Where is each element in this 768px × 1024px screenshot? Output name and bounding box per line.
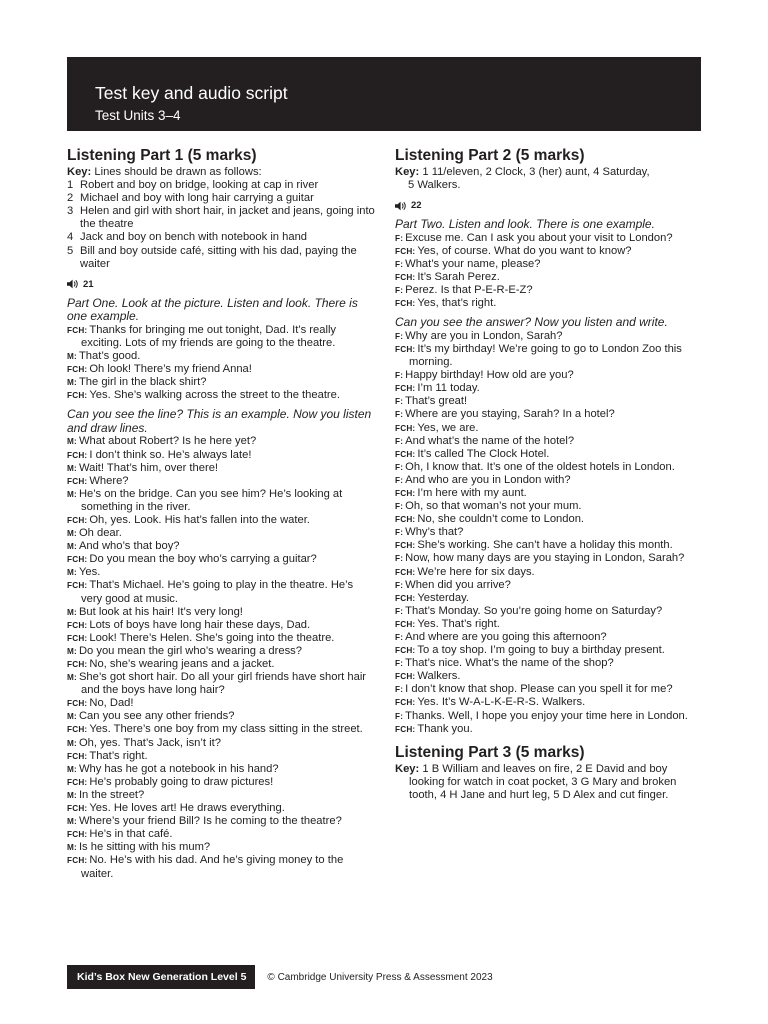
dialogue-line <box>67 376 377 389</box>
speaker-label: F: <box>395 436 404 446</box>
answer-number: 3 <box>67 205 74 218</box>
dialogue-line <box>67 802 377 815</box>
dialogue-line <box>67 619 377 632</box>
dialogue-line <box>395 513 701 526</box>
dialogue-text: She’s working. She can’t have a holiday this month. <box>417 539 673 552</box>
dialogue-text: Look! There’s Helen. She’s going into the theatre. <box>89 631 335 644</box>
dialogue-text: I’m here with my aunt. <box>417 486 527 499</box>
speaker-label: M: <box>67 712 77 722</box>
speaker-label: M: <box>67 378 77 388</box>
answer-item <box>67 245 377 271</box>
speaker-label: F: <box>395 711 404 721</box>
speaker-label: F: <box>395 233 404 243</box>
part2-heading: Listening Part 2 (5 marks) <box>395 147 585 164</box>
track-number: 22 <box>411 200 422 212</box>
dialogue-text: Where are you staying, Sarah? In a hotel? <box>405 408 615 421</box>
speaker-label: F: <box>395 659 404 669</box>
dialogue-text: I’m 11 today. <box>417 382 480 395</box>
part2-instruction-1: Part Two. Listen and look. There is one example. <box>395 217 655 232</box>
dialogue-text: I don’t think so. He’s always late! <box>89 448 252 461</box>
speaker-label: FCH: <box>395 567 416 577</box>
speaker-label: FCH: <box>67 699 88 709</box>
dialogue-line <box>67 540 377 553</box>
answer-text: Michael and boy with long hair carrying a guitar <box>80 192 314 205</box>
part1-heading: Listening Part 1 (5 marks) <box>67 147 257 164</box>
dialogue-text: Walkers. <box>417 670 461 683</box>
dialogue-line <box>395 297 701 310</box>
dialogue-text: Yes. That’s right. <box>417 617 500 630</box>
dialogue-text: That’s great! <box>405 395 468 408</box>
dialogue-text: Oh, so that woman’s not your mum. <box>405 500 582 513</box>
dialogue-text: The girl in the black shirt? <box>78 376 207 389</box>
dialogue-line <box>67 389 377 402</box>
dialogue-text: Yes. She’s walking across the street to the theatre. <box>89 389 340 402</box>
dialogue-line <box>395 631 701 644</box>
speaker-label: M: <box>67 352 77 362</box>
dialogue-line <box>67 723 377 736</box>
dialogue-line <box>67 527 377 540</box>
dialogue-text: He’s on the bridge. Can you see him? He’s looking at something in the river. <box>78 487 343 513</box>
dialogue-line <box>67 854 377 880</box>
dialogue-text: Oh, yes. That’s Jack, isn’t it? <box>78 736 221 749</box>
dialogue-text: Where? <box>89 474 129 487</box>
dialogue-text: When did you arrive? <box>405 578 511 591</box>
speaker-label: F: <box>395 410 404 420</box>
speaker-label: FCH: <box>395 619 416 629</box>
speaker-label: FCH: <box>67 391 88 401</box>
track-number: 21 <box>83 278 94 290</box>
dialogue-text: Yesterday. <box>417 591 469 604</box>
dialogue-text: Why has he got a notebook in his hand? <box>78 762 279 775</box>
speaker-label: FCH: <box>67 620 88 630</box>
speaker-label: FCH: <box>395 515 416 525</box>
dialogue-text: No, she’s wearing jeans and a jacket. <box>89 658 275 670</box>
speaker-label: FCH: <box>67 365 88 375</box>
speaker-label: FCH: <box>67 751 88 761</box>
dialogue-text: And where are you going this afternoon? <box>405 631 607 643</box>
dialogue-text: Thanks. Well, I hope you enjoy your time here in London. <box>405 709 688 722</box>
dialogue-line <box>395 408 701 421</box>
speaker-label: F: <box>395 475 404 485</box>
dialogue-line <box>67 435 377 448</box>
speaker-label: FCH: <box>67 633 88 643</box>
part1-dialogue-example <box>67 324 377 403</box>
dialogue-line <box>395 343 701 369</box>
dialogue-line <box>67 737 377 750</box>
dialogue-text: She’s got short hair. Do all your girl friends have short hair and the boys have long hair? <box>78 671 367 697</box>
dialogue-line <box>67 776 377 789</box>
dialogue-line <box>67 514 377 527</box>
speaker-label: F: <box>395 462 404 472</box>
dialogue-line <box>67 710 377 723</box>
dialogue-line <box>395 723 701 736</box>
speaker-label: FCH: <box>395 423 416 433</box>
part1-dialogue <box>67 435 377 880</box>
dialogue-text: Yes, of course. What do you want to know? <box>417 244 632 257</box>
speaker-label: M: <box>67 843 77 853</box>
dialogue-text: Do you mean the boy who’s carrying a guitar? <box>89 553 317 566</box>
dialogue-line <box>67 828 377 841</box>
part1-key-label: Key: <box>67 166 92 178</box>
speaker-label: FCH: <box>395 646 416 656</box>
dialogue-line <box>67 632 377 645</box>
speaker-label: FCH: <box>395 698 416 708</box>
dialogue-text: But look at his hair! It’s very long! <box>78 605 243 618</box>
dialogue-line <box>67 553 377 566</box>
dialogue-line <box>67 350 377 363</box>
speaker-label: FCH: <box>395 541 416 551</box>
dialogue-line <box>395 618 701 631</box>
dialogue-line <box>395 644 701 657</box>
speaker-label: M: <box>67 489 77 499</box>
dialogue-line <box>395 500 701 513</box>
dialogue-line <box>395 330 701 343</box>
dialogue-text: And what’s the name of the hotel? <box>405 434 575 447</box>
dialogue-line <box>395 448 701 461</box>
dialogue-line <box>395 539 701 552</box>
dialogue-line <box>395 382 701 395</box>
part3-heading: Listening Part 3 (5 marks) <box>395 743 585 761</box>
answer-number: 2 <box>67 192 74 205</box>
dialogue-text: Oh dear. <box>78 527 122 540</box>
audio-track-21 <box>67 278 377 291</box>
dialogue-text: Happy birthday! How old are you? <box>405 369 574 382</box>
speaker-label: M: <box>67 607 77 617</box>
dialogue-line <box>395 395 701 408</box>
speaker-label: F: <box>395 633 404 642</box>
speaker-label: FCH: <box>395 488 416 498</box>
part2-key-line2: 5 Walkers. <box>408 179 461 192</box>
dialogue-text: Wait! That’s him, over there! <box>78 461 219 474</box>
dialogue-text: Why are you in London, Sarah? <box>405 329 563 342</box>
dialogue-text: Oh look! There’s my friend Anna! <box>89 363 252 376</box>
part1-answer-list <box>67 179 377 271</box>
dialogue-line <box>67 645 377 658</box>
dialogue-line <box>67 449 377 462</box>
speaker-label: M: <box>67 817 77 827</box>
part3-key-label: Key: <box>395 762 420 775</box>
dialogue-line <box>67 750 377 763</box>
speaker-label: F: <box>395 580 404 590</box>
dialogue-text: We’re here for six days. <box>417 565 535 578</box>
part2-key <box>395 166 701 192</box>
speaker-label: FCH: <box>67 450 88 460</box>
speaker-label: M: <box>67 529 77 539</box>
dialogue-line <box>395 657 701 670</box>
dialogue-line <box>395 258 701 271</box>
speaker-label: FCH: <box>395 449 416 459</box>
part2-dialogue <box>395 330 701 736</box>
speaker-label: M: <box>67 542 77 552</box>
speaker-label: FCH: <box>67 476 88 486</box>
speaker-label: FCH: <box>67 555 88 565</box>
dialogue-text: Lots of boys have long hair these days, Dad. <box>89 618 311 631</box>
dialogue-line <box>395 683 701 696</box>
dialogue-line <box>395 271 701 284</box>
answer-number: 4 <box>67 231 74 244</box>
header-banner <box>67 57 701 131</box>
dialogue-line <box>395 422 701 435</box>
dialogue-text: That’s good. <box>78 350 141 363</box>
part1-key <box>67 166 377 179</box>
dialogue-text: Why’s that? <box>405 526 464 539</box>
dialogue-text: Do you mean the girl who’s wearing a dress? <box>78 644 302 657</box>
answer-item <box>67 179 377 192</box>
part1-instruction-1: Part One. Look at the picture. Listen and look. There is one example. <box>67 295 358 324</box>
answer-item <box>67 205 377 231</box>
dialogue-line <box>395 435 701 448</box>
dialogue-line <box>67 363 377 376</box>
dialogue-text: That’s Monday. So you’re going home on Saturday? <box>405 604 663 617</box>
dialogue-text: Thank you. <box>417 722 473 735</box>
dialogue-line <box>395 487 701 500</box>
dialogue-line <box>67 658 377 671</box>
dialogue-line <box>395 232 701 245</box>
answer-text: Bill and boy outside café, sitting with his dad, paying the waiter <box>80 244 357 270</box>
dialogue-line <box>395 710 701 723</box>
speaker-label: F: <box>395 331 404 341</box>
dialogue-text: No, Dad! <box>89 697 134 710</box>
dialogue-line <box>395 670 701 683</box>
dialogue-line <box>395 284 701 297</box>
answer-item <box>67 231 377 244</box>
speaker-label: M: <box>67 437 77 447</box>
dialogue-line <box>67 462 377 475</box>
speaker-label: M: <box>67 646 77 656</box>
dialogue-text: Yes, that’s right. <box>417 297 497 310</box>
dialogue-text: Thanks for bringing me out tonight, Dad. It’s really exciting. Lots of my friends are going to the theatre. <box>81 323 337 349</box>
speaker-icon <box>395 201 407 211</box>
dialogue-line <box>395 592 701 605</box>
part2-instruction-2: Can you see the answer? Now you listen and write. <box>395 315 668 330</box>
dialogue-text: Where’s your friend Bill? Is he coming to the theatre? <box>78 815 342 828</box>
speaker-label: FCH: <box>395 593 416 603</box>
dialogue-line <box>67 324 377 350</box>
speaker-label: FCH: <box>67 856 88 866</box>
dialogue-line <box>67 697 377 710</box>
speaker-label: F: <box>395 606 404 616</box>
dialogue-line <box>395 474 701 487</box>
footer-badge: Kid’s Box New Generation Level 5 <box>67 965 255 989</box>
dialogue-text: He’s probably going to draw pictures! <box>89 775 274 788</box>
dialogue-line <box>67 566 377 579</box>
audio-track-22 <box>395 199 701 212</box>
dialogue-text: He’s in that café. <box>89 828 173 841</box>
dialogue-text: Yes. There’s one boy from my class sitting in the street. <box>89 723 363 736</box>
part1-key-text: Lines should be drawn as follows: <box>94 166 262 178</box>
dialogue-line <box>395 696 701 709</box>
speaker-label: M: <box>67 738 77 748</box>
speaker-label: M: <box>67 568 77 578</box>
dialogue-text: Oh, I know that. It’s one of the oldest hotels in London. <box>405 460 675 473</box>
answer-text: Helen and girl with short hair, in jacket and jeans, going into the theatre <box>80 205 375 231</box>
dialogue-text: Yes. <box>78 566 101 579</box>
dialogue-line <box>395 605 701 618</box>
speaker-label: F: <box>395 286 404 296</box>
dialogue-text: No, she couldn’t come to London. <box>417 513 585 526</box>
speaker-label: F: <box>395 397 404 407</box>
answer-text: Jack and boy on bench with notebook in hand <box>80 231 308 244</box>
dialogue-text: I don’t know that shop. Please can you spell it for me? <box>405 683 673 696</box>
speaker-label: FCH: <box>67 325 88 335</box>
dialogue-text: In the street? <box>78 788 145 801</box>
speaker-label: M: <box>67 673 77 683</box>
dialogue-line <box>67 789 377 802</box>
dialogue-text: And who’s that boy? <box>78 540 180 553</box>
speaker-label: FCH: <box>67 660 88 669</box>
answer-number: 1 <box>67 179 74 192</box>
dialogue-line <box>67 488 377 514</box>
dialogue-line <box>67 671 377 697</box>
speaker-label: FCH: <box>67 581 88 591</box>
dialogue-line <box>67 841 377 854</box>
dialogue-text: It’s my birthday! We’re going to go to London Zoo this morning. <box>409 342 682 369</box>
dialogue-line <box>67 475 377 488</box>
dialogue-line <box>67 763 377 776</box>
dialogue-line <box>395 566 701 579</box>
dialogue-text: To a toy shop. I’m going to buy a birthday present. <box>417 644 665 657</box>
page-subtitle: Test Units 3–4 <box>95 108 181 123</box>
speaker-label: F: <box>395 371 404 381</box>
speaker-icon <box>67 279 79 289</box>
part3-key <box>395 763 701 802</box>
dialogue-text: It’s Sarah Perez. <box>417 271 500 284</box>
answer-text: Robert and boy on bridge, looking at cap in river <box>80 179 319 192</box>
dialogue-text: Yes. It’s W-A-L-K-E-R-S. Walkers. <box>417 696 586 709</box>
dialogue-line <box>395 461 701 474</box>
speaker-label: F: <box>395 685 404 695</box>
speaker-label: F: <box>395 502 404 512</box>
dialogue-text: Perez. Is that P-E-R-E-Z? <box>405 284 533 297</box>
page-title: Test key and audio script <box>95 83 288 103</box>
speaker-label: FCH: <box>67 777 88 787</box>
speaker-label: FCH: <box>395 672 416 682</box>
footer-copyright: © Cambridge University Press & Assessment 2023 <box>267 971 493 983</box>
speaker-label: F: <box>395 528 404 538</box>
dialogue-line <box>395 552 701 565</box>
speaker-label: M: <box>67 764 77 774</box>
dialogue-line <box>67 606 377 619</box>
dialogue-text: Oh, yes. Look. His hat’s fallen into the water. <box>89 513 310 526</box>
speaker-label: FCH: <box>395 384 416 394</box>
speaker-label: FCH: <box>395 273 416 283</box>
dialogue-text: Excuse me. Can I ask you about your visit to London? <box>405 231 673 244</box>
dialogue-line <box>67 579 377 605</box>
dialogue-line <box>67 815 377 828</box>
dialogue-text: That’s nice. What’s the name of the shop? <box>405 657 614 670</box>
right-column <box>395 146 701 802</box>
speaker-label: F: <box>395 554 404 564</box>
speaker-label: FCH: <box>67 725 88 735</box>
part1-instruction-2: Can you see the line? This is an example. Now you listen and draw lines. <box>67 407 372 435</box>
dialogue-line <box>395 245 701 258</box>
dialogue-line <box>395 369 701 382</box>
left-column <box>67 146 377 881</box>
dialogue-text: No. He’s with his dad. And he’s giving money to the waiter. <box>81 854 344 880</box>
dialogue-text: And who are you in London with? <box>405 473 571 486</box>
dialogue-text: It’s called The Clock Hotel. <box>417 447 550 460</box>
dialogue-text: What about Robert? Is he here yet? <box>78 435 257 448</box>
answer-item <box>67 192 377 205</box>
speaker-label: M: <box>67 463 77 473</box>
dialogue-line <box>395 526 701 539</box>
part2-key-label: Key: <box>395 166 420 178</box>
speaker-label: M: <box>67 790 77 800</box>
speaker-label: FCH: <box>67 515 88 525</box>
dialogue-text: Now, how many days are you staying in London, Sarah? <box>405 552 685 565</box>
speaker-label: FCH: <box>67 830 88 840</box>
speaker-label: FCH: <box>395 344 416 354</box>
part3-key-text: 1 B William and leaves on fire, 2 E David and boy looking for watch in coat pocket, 3 G Mary and broken tooth, 4 H Jane and hurt leg, 5 D Alex and cut finger. <box>409 762 677 801</box>
dialogue-text: Is he sitting with his mum? <box>78 841 211 854</box>
part2-dialogue-example <box>395 232 701 311</box>
answer-number: 5 <box>67 244 74 257</box>
dialogue-text: What’s your name, please? <box>405 257 541 270</box>
footer <box>67 965 493 989</box>
dialogue-text: Yes, we are. <box>417 421 479 434</box>
dialogue-text: That’s right. <box>89 749 148 762</box>
speaker-label: FCH: <box>395 246 416 256</box>
dialogue-text: Can you see any other friends? <box>78 710 235 723</box>
dialogue-text: Yes. He loves art! He draws everything. <box>89 802 285 815</box>
dialogue-text: That’s Michael. He’s going to play in the theatre. He’s very good at music. <box>81 579 354 605</box>
speaker-label: FCH: <box>395 724 416 734</box>
dialogue-line <box>395 579 701 592</box>
speaker-label: FCH: <box>67 804 88 814</box>
part2-key-line1: 1 11/eleven, 2 Clock, 3 (her) aunt, 4 Saturday, <box>422 166 650 178</box>
speaker-label: FCH: <box>395 299 416 309</box>
speaker-label: F: <box>395 259 404 269</box>
